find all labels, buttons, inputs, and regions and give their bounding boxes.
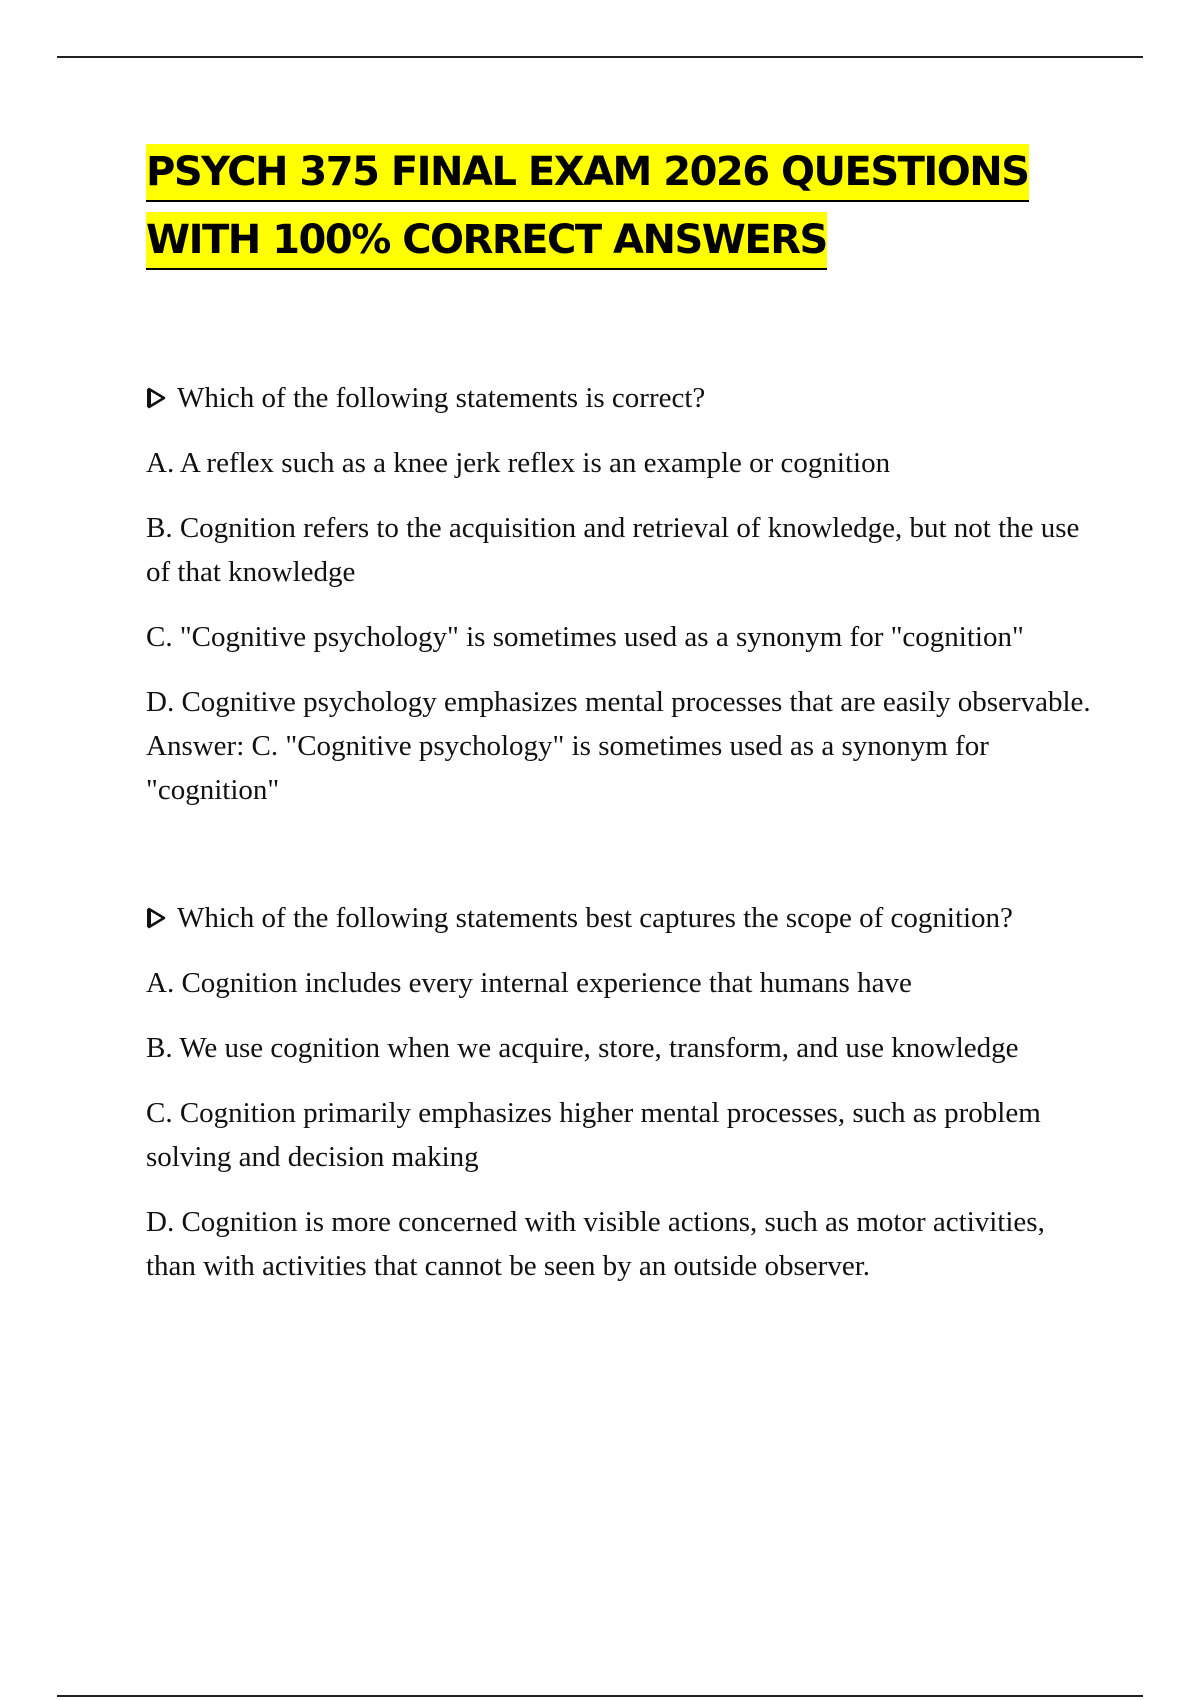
question-2-option-c: C. Cognition primarily emphasizes higher mental processes, such as problem solving and decision making	[146, 1097, 1041, 1173]
question-2-stem-text: Which of the following statements best captures the scope of cognition?	[177, 902, 1013, 934]
question-1-stem-text: Which of the following statements is correct?	[177, 382, 706, 414]
document-title	[146, 140, 1096, 276]
top-rule	[57, 56, 1143, 58]
question-2-option-d: D. Cognition is more concerned with visible actions, such as motor activities, than with activities that cannot be seen by an outside observer.	[146, 1206, 1045, 1282]
question-1	[146, 376, 1096, 812]
question-2	[146, 896, 1096, 1288]
question-stem	[146, 376, 1096, 420]
question-1-option-d: D. Cognitive psychology emphasizes mental processes that are easily observable. Answer: C. "Cognitive psychology" is sometimes used as a synonym for "cognition"	[146, 686, 1091, 806]
bottom-rule	[57, 1695, 1143, 1697]
outlined-right-triangle-arrow-icon	[146, 386, 168, 410]
question-2-option-b: B. We use cognition when we acquire, store, transform, and use knowledge	[146, 1032, 1019, 1064]
question-1-option-b: B. Cognition refers to the acquisition and retrieval of knowledge, but not the use of that knowledge	[146, 512, 1080, 588]
question-1-option-a: A. A reflex such as a knee jerk reflex is an example or cognition	[146, 447, 891, 479]
outlined-right-triangle-arrow-icon	[146, 906, 168, 930]
question-1-option-c: C. "Cognitive psychology" is sometimes used as a synonym for "cognition"	[146, 621, 1024, 653]
question-stem	[146, 896, 1096, 940]
question-2-option-a: A. Cognition includes every internal experience that humans have	[146, 967, 912, 999]
title-line-1: PSYCH 375 FINAL EXAM 2026 QUESTIONS	[146, 144, 1029, 202]
title-line-2: WITH 100% CORRECT ANSWERS	[146, 212, 827, 270]
page-content	[146, 140, 1096, 1309]
